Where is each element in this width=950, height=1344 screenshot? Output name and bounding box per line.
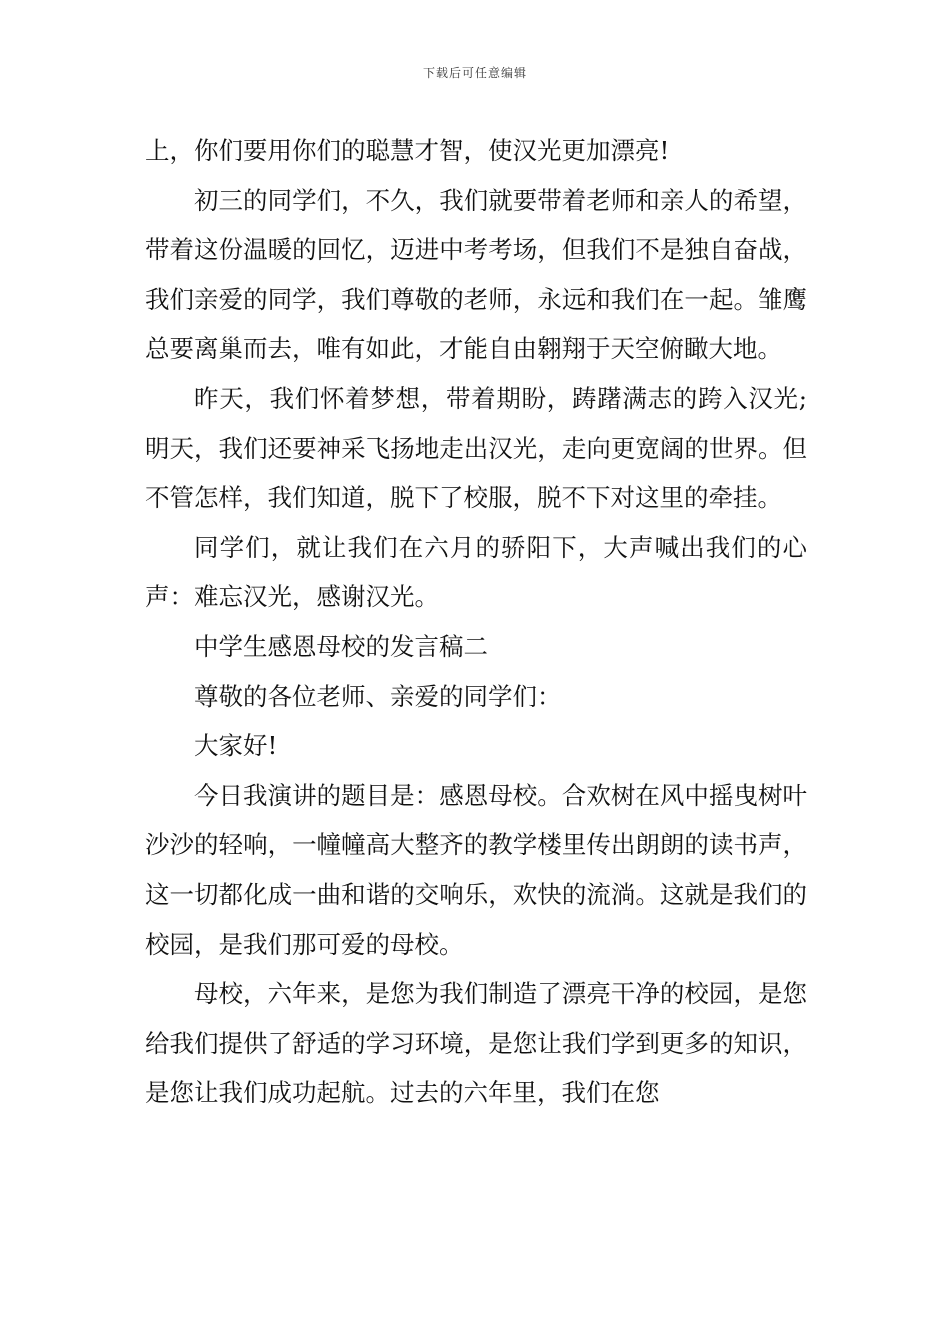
paragraph-3: 昨天，我们怀着梦想，带着期盼，踌躇满志的跨入汉光;明天，我们还要神采飞扬地走出汉光，走向更宽阔的世界。但不管怎样，我们知道，脱下了校服，脱不下对这里的牵挂。 [145,383,807,513]
paragraph-1: 上，你们要用你们的聪慧才智，使汉光更加漂亮! [145,136,670,165]
paragraph-6: 母校，六年来，是您为我们制造了漂亮干净的校园，是您给我们提供了舒适的学习环境，是您让我们学到更多的知识，是您让我们成功起航。过去的六年里，我们在您 [145,979,807,1108]
paragraph-5: 今日我演讲的题目是：感恩母校。合欢树在风中摇曳树叶沙沙的轻响，一幢幢高大整齐的教学楼里传出朗朗的读书声，这一切都化成一曲和谐的交响乐，欢快的流淌。这就是我们的校园，是我们那可爱的母校。 [145,780,807,959]
paragraph-2: 初三的同学们，不久，我们就要带着老师和亲人的希望，带着这份温暖的回忆，迈进中考考场，但我们不是独自奋战，我们亲爱的同学，我们尊敬的老师，永远和我们在一起。雏鹰总要离巢而去，唯有如此，才能自由翱翔于天空俯瞰大地。 [145,185,807,364]
paragraph-4: 同学们，就让我们在六月的骄阳下，大声喊出我们的心声：难忘汉光，感谢汉光。 [145,532,807,612]
page-header: 下载后可任意编辑 [422,66,527,80]
greeting: 大家好! [194,731,278,761]
section-title: 中学生感恩母校的发言稿二 [194,631,488,661]
salutation: 尊敬的各位老师、亲爱的同学们： [194,681,562,711]
document-body [145,126,807,1118]
